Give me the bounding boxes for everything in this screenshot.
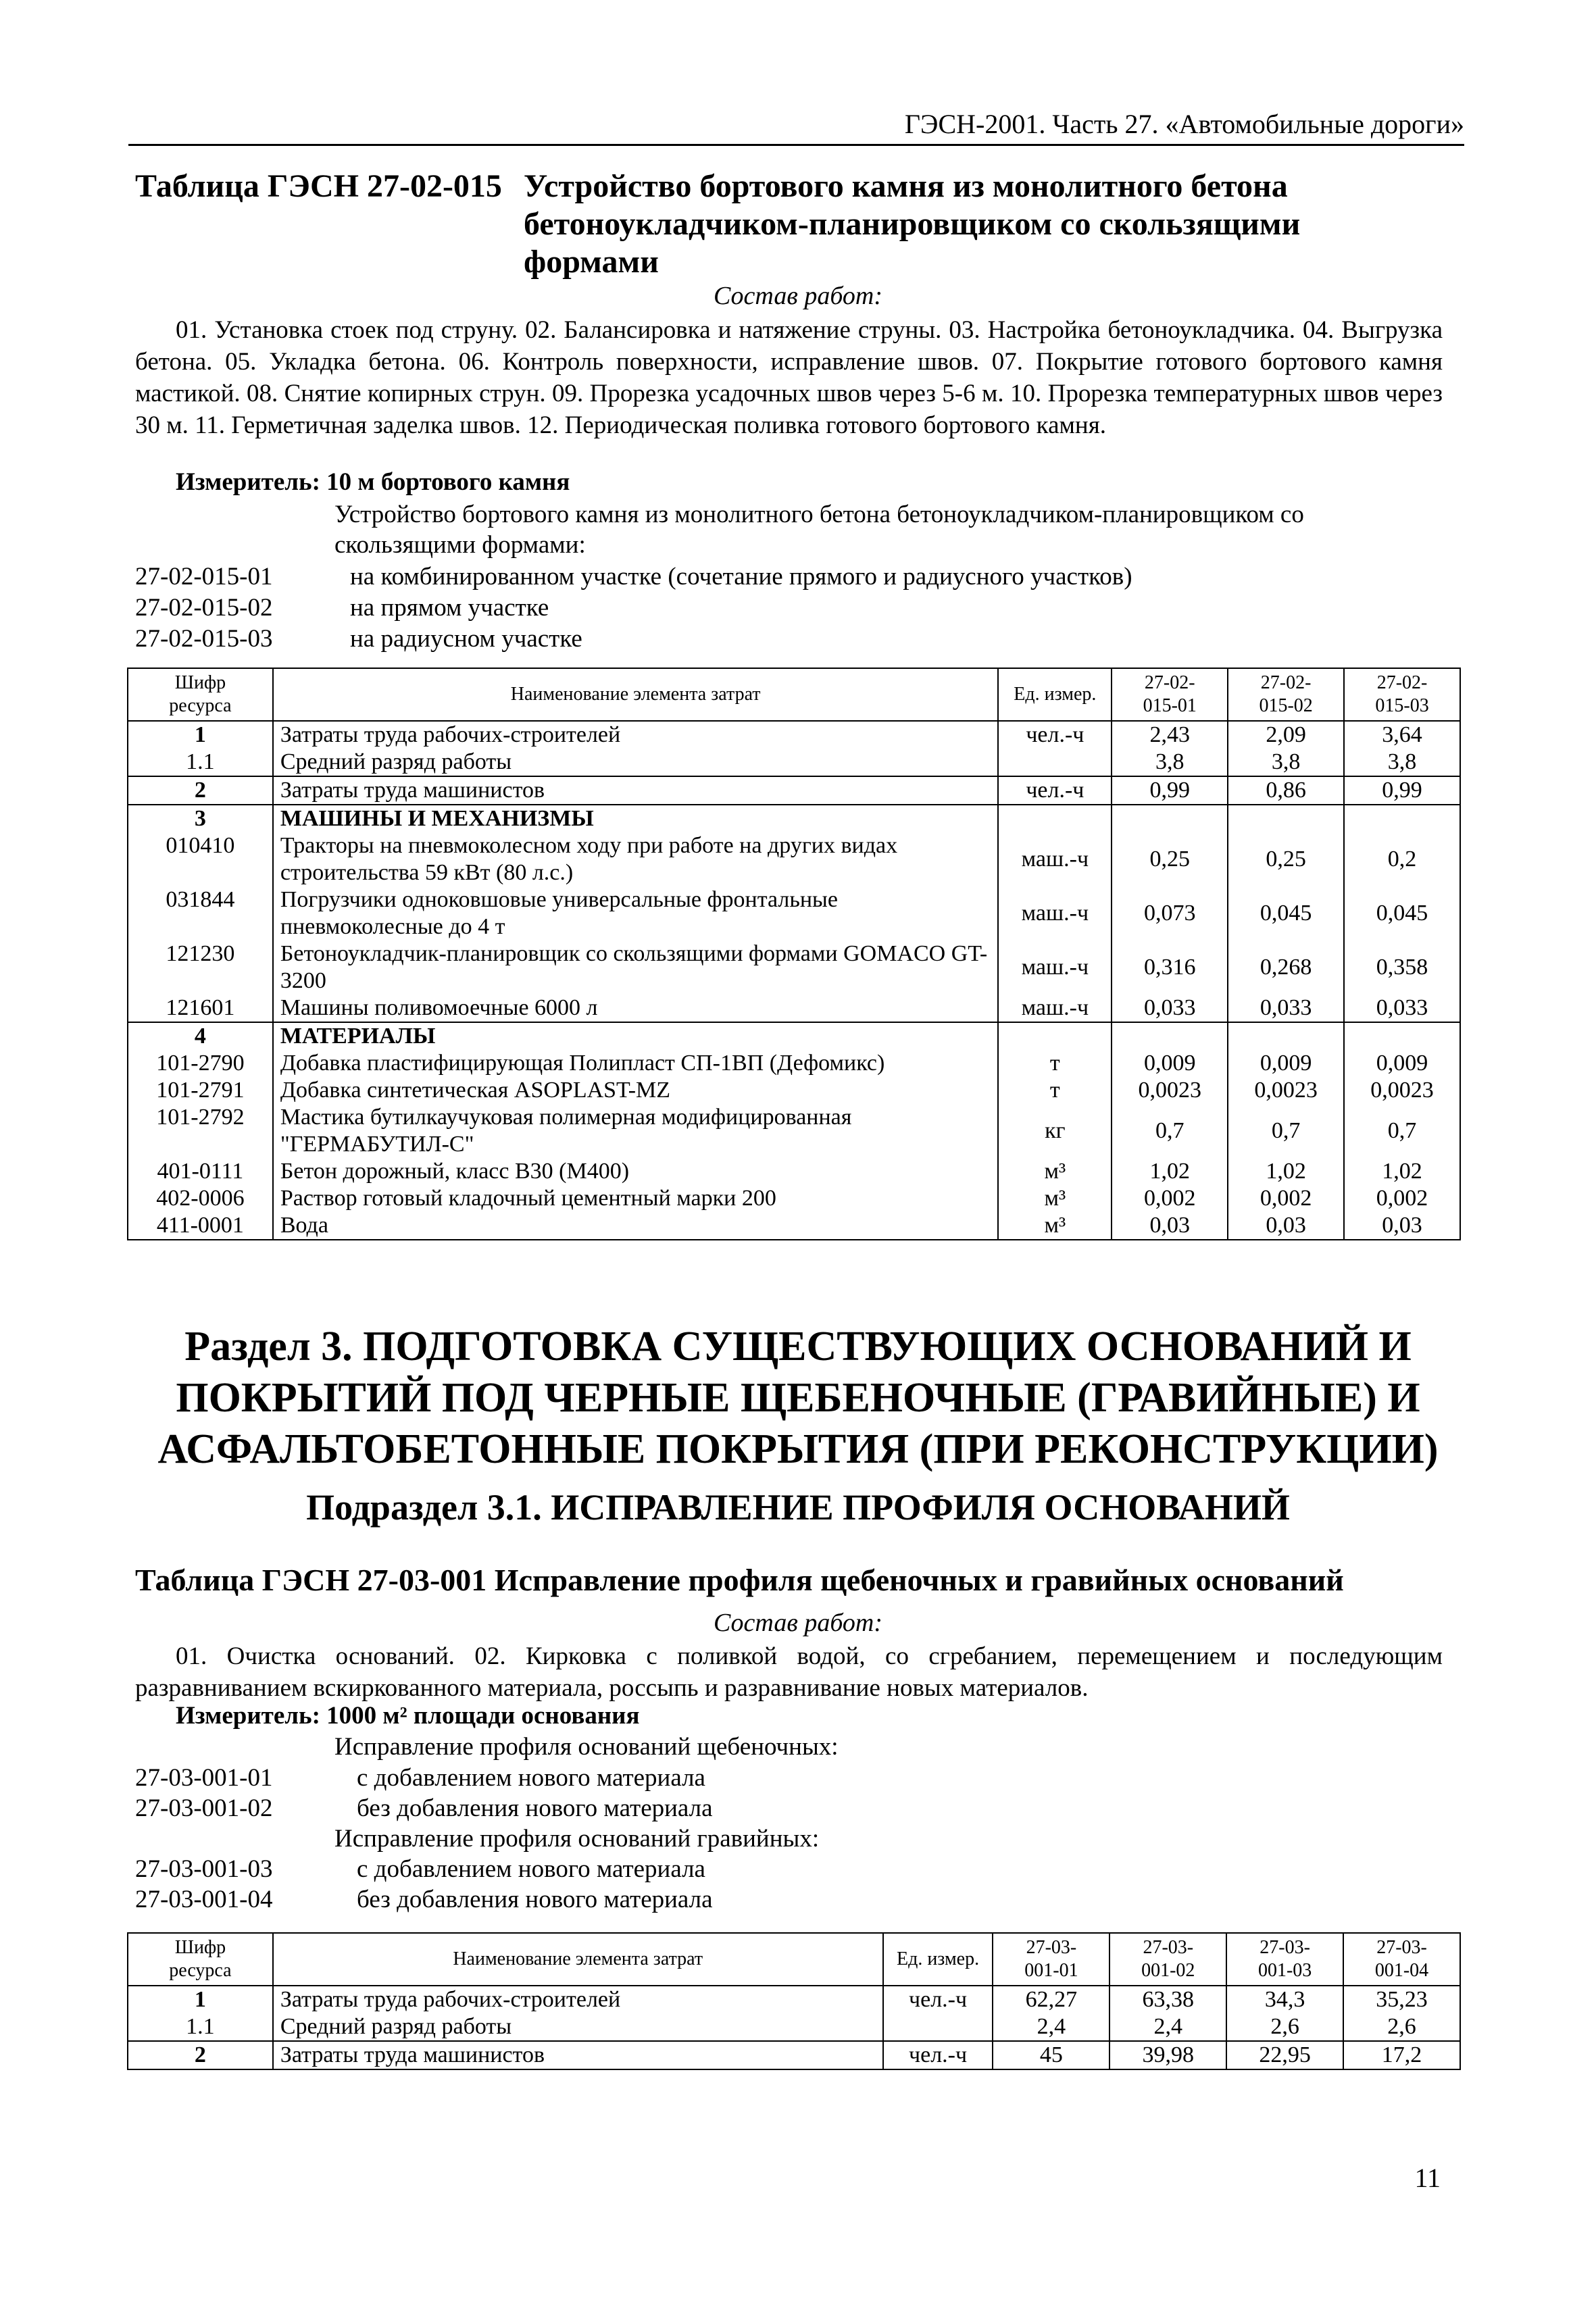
subsection-title: Подраздел 3.1. ИСПРАВЛЕНИЕ ПРОФИЛЯ ОСНОВАНИЙ [306,1487,1290,1528]
resource-unit: чел.-ч [998,721,1112,749]
resource-unit: чел.-ч [883,1986,993,2013]
resource-name: МАШИНЫ И МЕХАНИЗМЫ [273,805,999,832]
col-header-unit: Ед. измер. [883,1933,993,1986]
resource-code: 4 [128,1022,273,1050]
resource-value: 0,99 [1344,776,1460,805]
variant-text: с добавлением нового материала [357,1764,705,1792]
resource-value: 0,268 [1228,940,1344,995]
resource-value: 0,86 [1228,776,1344,805]
resource-code: 1.1 [128,749,273,776]
resource-value: 0,033 [1344,995,1460,1022]
col-header-variant: 27-03- 001-01 [993,1933,1109,1986]
resource-name: Затраты труда машинистов [273,776,999,805]
resource-name: Машины поливомоечные 6000 л [273,995,999,1022]
resource-value: 2,43 [1112,721,1228,749]
col-header-name: Наименование элемента затрат [273,668,999,721]
table-row [128,886,1460,940]
resource-unit: т [998,1077,1112,1104]
resource-name: Затраты труда рабочих-строителей [273,721,999,749]
resource-unit: маш.-ч [998,995,1112,1022]
resource-code: 401-0111 [128,1158,273,1185]
table-row [128,1104,1460,1158]
resource-name: Затраты труда рабочих-строителей [273,1986,883,2013]
resource-value: 0,99 [1112,776,1228,805]
resource-value: 63,38 [1109,1986,1226,2013]
variant-text: с добавлением нового материала [357,1855,705,1883]
resource-value: 0,03 [1112,1212,1228,1240]
resource-code: 121601 [128,995,273,1022]
resource-name: Мастика бутилкаучуковая полимерная модифицированная "ГЕРМАБУТИЛ-С" [273,1104,999,1158]
variant-text: без добавления нового материала [357,1794,713,1822]
resource-name: Бетоноукладчик-планировщик со скользящими формами GOMACO GT-3200 [273,940,999,995]
resource-code: 2 [128,776,273,805]
variant-code: 27-03-001-02 [135,1794,273,1822]
resource-name: Средний разряд работы [273,2013,883,2041]
resource-value: 0,009 [1344,1050,1460,1077]
variant-code: 27-02-015-01 [135,563,273,590]
table-row [128,721,1460,749]
resource-value: 0,073 [1112,886,1228,940]
table-row [128,1022,1460,1050]
resource-value: 0,7 [1228,1104,1344,1158]
resource-value: 0,2 [1344,832,1460,886]
page-number: 11 [1414,2163,1441,2193]
table1-title-text: Устройство бортового камня из монолитного бетона бетоноукладчиком-планировщиком со скользящими формами [524,168,1301,280]
resource-unit [998,805,1112,832]
resource-value: 0,045 [1344,886,1460,940]
work-composition-text: 01. Установка стоек под струну. 02. Балансировка и натяжение струны. 03. Настройка бетоноукладчика. 04. Выгрузка бетона. 05. Укладка бетона. 06. Контроль поверхности, исправление швов. 07. Покрытие готового бортового камня мастикой. 08. Снятие копирных струн. 09. Прорезка усадочных швов через 5-6 м. 10. Прорезка температурных швов через 30 м. 11. Герметичная заделка швов. 12. Периодическая поливка готового бортового камня. [135,316,1443,439]
variant-code: 27-02-015-03 [135,625,273,653]
resource-unit: чел.-ч [883,2041,993,2069]
resource-value: 1,02 [1112,1158,1228,1185]
resource-value: 0,25 [1228,832,1344,886]
running-header: ГЭСН-2001. Часть 27. «Автомобильные дороги» [128,108,1464,146]
work-composition-text: 01. Очистка оснований. 02. Кирковка с поливкой водой, со сгребанием, перемещением и последующим разравниванием вскиркованного материала, россыпь и разравнивание новых материалов. [135,1642,1443,1702]
resource-value: 0,0023 [1344,1077,1460,1104]
table2-title: Таблица ГЭСН 27-03-001 Исправление профиля щебеночных и гравийных оснований [135,1563,1344,1597]
resource-unit: маш.-ч [998,940,1112,995]
resource-name: Бетон дорожный, класс В30 (М400) [273,1158,999,1185]
resource-unit: маш.-ч [998,832,1112,886]
resource-value: 3,8 [1228,749,1344,776]
resource-value: 0,002 [1228,1185,1344,1212]
table-row [128,1185,1460,1212]
table-row [128,995,1460,1022]
resource-value: 2,6 [1226,2013,1343,2041]
resource-unit: т [998,1050,1112,1077]
table-row [128,2013,1460,2041]
resource-name: Средний разряд работы [273,749,999,776]
resource-code: 121230 [128,940,273,995]
resource-table-2 [127,1932,1461,2070]
resource-value [1344,1022,1460,1050]
variant-code: 27-03-001-04 [135,1886,273,1913]
resource-unit: м³ [998,1185,1112,1212]
col-header-variant: 27-02- 015-01 [1112,668,1228,721]
resource-value [1228,1022,1344,1050]
col-header-name: Наименование элемента затрат [273,1933,883,1986]
resource-name: Добавка пластифицирующая Полипласт СП-1ВП (Дефомикс) [273,1050,999,1077]
section-title: Раздел 3. ПОДГОТОВКА СУЩЕСТВУЮЩИХ ОСНОВАНИЙ И ПОКРЫТИЙ ПОД ЧЕРНЫЕ ЩЕБЕНОЧНЫЕ (ГРАВИЙНЫЕ) И АСФАЛЬТОБЕТОННЫЕ ПОКРЫТИЯ (ПРИ РЕКОНСТРУКЦИИ) [157,1324,1439,1472]
col-header-code: Шифр ресурса [128,668,273,721]
resource-value: 45 [993,2041,1109,2069]
table-row [128,1077,1460,1104]
resource-value: 3,64 [1344,721,1460,749]
resource-value: 17,2 [1343,2041,1460,2069]
col-header-code: Шифр ресурса [128,1933,273,1986]
resource-code: 101-2792 [128,1104,273,1158]
table-row [128,832,1460,886]
resource-value: 1,02 [1344,1158,1460,1185]
table-row [128,1050,1460,1077]
resource-value [1228,805,1344,832]
variant-text: без добавления нового материала [357,1886,713,1913]
resource-code: 1.1 [128,2013,273,2041]
resource-code: 1 [128,1986,273,2013]
table-row [128,776,1460,805]
variant-code: 27-03-001-03 [135,1855,273,1883]
col-header-variant: 27-03- 001-03 [1226,1933,1343,1986]
resource-code: 3 [128,805,273,832]
resource-value: 0,25 [1112,832,1228,886]
resource-value: 0,009 [1112,1050,1228,1077]
table-row [128,1212,1460,1240]
resource-value: 3,8 [1344,749,1460,776]
resource-code: 101-2791 [128,1077,273,1104]
resource-code: 1 [128,721,273,749]
measure-unit: Измеритель: 10 м бортового камня [176,468,570,496]
measure-unit: Измеритель: 1000 м² площади основания [176,1702,640,1730]
variant-intro-line: Исправление профиля оснований щебеночных: [334,1733,839,1761]
resource-value: 0,002 [1344,1185,1460,1212]
resource-code: 101-2790 [128,1050,273,1077]
resource-value: 3,8 [1112,749,1228,776]
resource-value: 2,6 [1343,2013,1460,2041]
resource-unit: м³ [998,1158,1112,1185]
resource-name: МАТЕРИАЛЫ [273,1022,999,1050]
resource-value: 0,045 [1228,886,1344,940]
resource-value: 2,4 [993,2013,1109,2041]
resource-value: 1,02 [1228,1158,1344,1185]
resource-unit [998,1022,1112,1050]
table-row [128,749,1460,776]
work-composition-heading: Состав работ: [713,282,883,310]
resource-code: 2 [128,2041,273,2069]
col-header-unit: Ед. измер. [998,668,1112,721]
table-row [128,805,1460,832]
resource-value: 2,09 [1228,721,1344,749]
resource-value: 35,23 [1343,1986,1460,2013]
table-row [128,940,1460,995]
resource-value: 0,03 [1228,1212,1344,1240]
resource-value [1112,805,1228,832]
variant-intro-line: Устройство бортового камня из монолитного бетона бетоноукладчиком-планировщиком со [334,501,1304,528]
resource-value: 2,4 [1109,2013,1226,2041]
resource-name: Добавка синтетическая ASOPLAST-MZ [273,1077,999,1104]
resource-value: 0,7 [1112,1104,1228,1158]
resource-value: 0,0023 [1228,1077,1344,1104]
resource-name: Вода [273,1212,999,1240]
table-row [128,1986,1460,2013]
col-header-variant: 27-03- 001-02 [1109,1933,1226,1986]
table-row [128,2041,1460,2069]
resource-code: 411-0001 [128,1212,273,1240]
table1-label: Таблица ГЭСН 27-02-015 [135,168,502,204]
variant-text: на прямом участке [350,594,549,622]
resource-value: 0,03 [1344,1212,1460,1240]
variant-intro-line: Исправление профиля оснований гравийных: [334,1825,820,1853]
resource-value: 0,0023 [1112,1077,1228,1104]
resource-code: 010410 [128,832,273,886]
variant-text: на радиусном участке [350,625,582,653]
resource-code: 031844 [128,886,273,940]
resource-value: 0,033 [1112,995,1228,1022]
resource-code: 402-0006 [128,1185,273,1212]
variant-text: на комбинированном участке (сочетание прямого и радиусного участков) [350,563,1132,590]
table-row [128,1158,1460,1185]
resource-value: 34,3 [1226,1986,1343,2013]
resource-unit: кг [998,1104,1112,1158]
resource-value: 62,27 [993,1986,1109,2013]
variant-intro-line: скользящими формами: [334,531,586,559]
resource-value: 0,358 [1344,940,1460,995]
resource-name: Погрузчики одноковшовые универсальные фронтальные пневмоколесные до 4 т [273,886,999,940]
resource-value: 22,95 [1226,2041,1343,2069]
variant-code: 27-02-015-02 [135,594,273,622]
work-composition-heading: Состав работ: [713,1609,883,1637]
resource-unit: м³ [998,1212,1112,1240]
variant-code: 27-03-001-01 [135,1764,273,1792]
resource-value: 0,009 [1228,1050,1344,1077]
resource-name: Затраты труда машинистов [273,2041,883,2069]
table-header-row [128,1933,1460,1986]
col-header-variant: 27-02- 015-03 [1344,668,1460,721]
col-header-variant: 27-03- 001-04 [1343,1933,1460,1986]
resource-name: Раствор готовый кладочный цементный марки 200 [273,1185,999,1212]
resource-value: 0,316 [1112,940,1228,995]
resource-value: 0,002 [1112,1185,1228,1212]
resource-value [1344,805,1460,832]
resource-unit [883,2013,993,2041]
resource-value: 0,7 [1344,1104,1460,1158]
col-header-variant: 27-02- 015-02 [1228,668,1344,721]
resource-unit [998,749,1112,776]
resource-unit: чел.-ч [998,776,1112,805]
resource-unit: маш.-ч [998,886,1112,940]
resource-name: Тракторы на пневмоколесном ходу при работе на других видах строительства 59 кВт (80 л.с.) [273,832,999,886]
resource-value: 0,033 [1228,995,1344,1022]
resource-table-1 [127,668,1461,1240]
resource-value: 39,98 [1109,2041,1226,2069]
table-header-row [128,668,1460,721]
resource-value [1112,1022,1228,1050]
